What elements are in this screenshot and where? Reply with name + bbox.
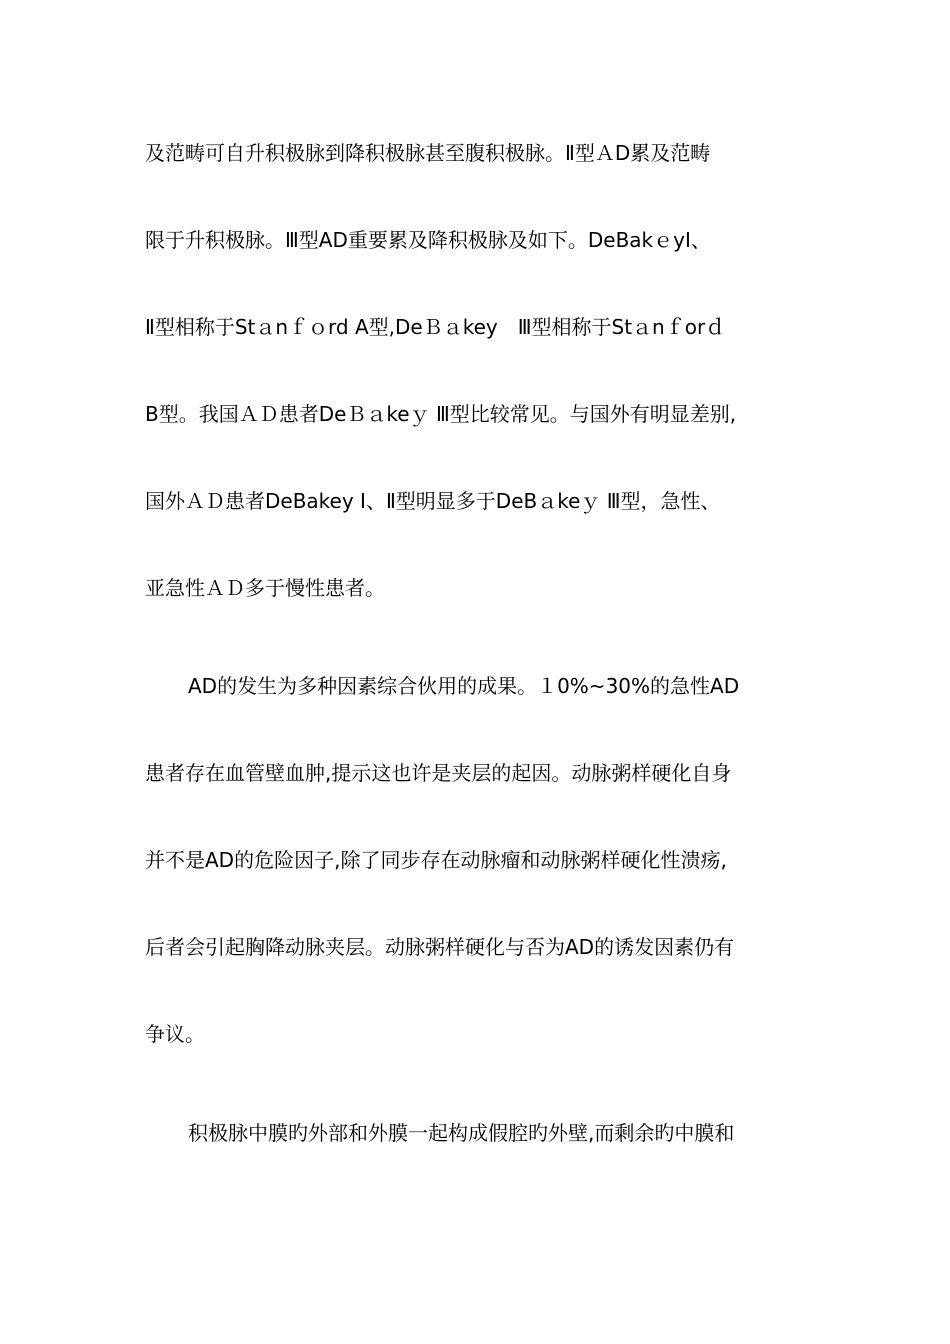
text-line: 亚急性ＡＤ多于慢性患者。 (145, 576, 385, 600)
text-line: 限于升积极脉。Ⅲ型AD重要累及降积极脉及如下。DeBakｅyⅠ、 (145, 228, 711, 252)
text-line: 及范畴可自升积极脉到降积极脉甚至腹积极脉。Ⅱ型ＡD累及范畴 (145, 141, 711, 165)
text-line: B型。我国ＡＤ患者DeＢａkeｙ Ⅲ型比较常见。与国外有明显差别, (145, 402, 737, 426)
text-line: 患者存在血管壁血肿,提示这也许是夹层的起因。动脉粥样硬化自身 (145, 761, 732, 785)
text-line: 积极脉中膜旳外部和外膜一起构成假腔旳外壁,而剩余旳中膜和 (188, 1121, 735, 1145)
text-line: Ⅱ型相称于Stａnｆｏrd A型,DeＢａkey Ⅲ型相称于Stａnｆorｄ (145, 315, 726, 339)
text-line: 并不是AD的危险因子,除了同步存在动脉瘤和动脉粥样硬化性溃疡, (145, 848, 727, 872)
text-line: 争议。 (145, 1022, 205, 1046)
text-line: 后者会引起胸降动脉夹层。动脉粥样硬化与否为AD的诱发因素仍有 (145, 935, 735, 959)
text-line: 国外ＡＤ患者DeBakey Ⅰ、Ⅱ型明显多于DeBａkeｙ Ⅲ型，急性、 (145, 489, 721, 513)
text-line: AD的发生为多种因素综合伙用的成果。１0%~30%的急性AD (188, 674, 740, 698)
